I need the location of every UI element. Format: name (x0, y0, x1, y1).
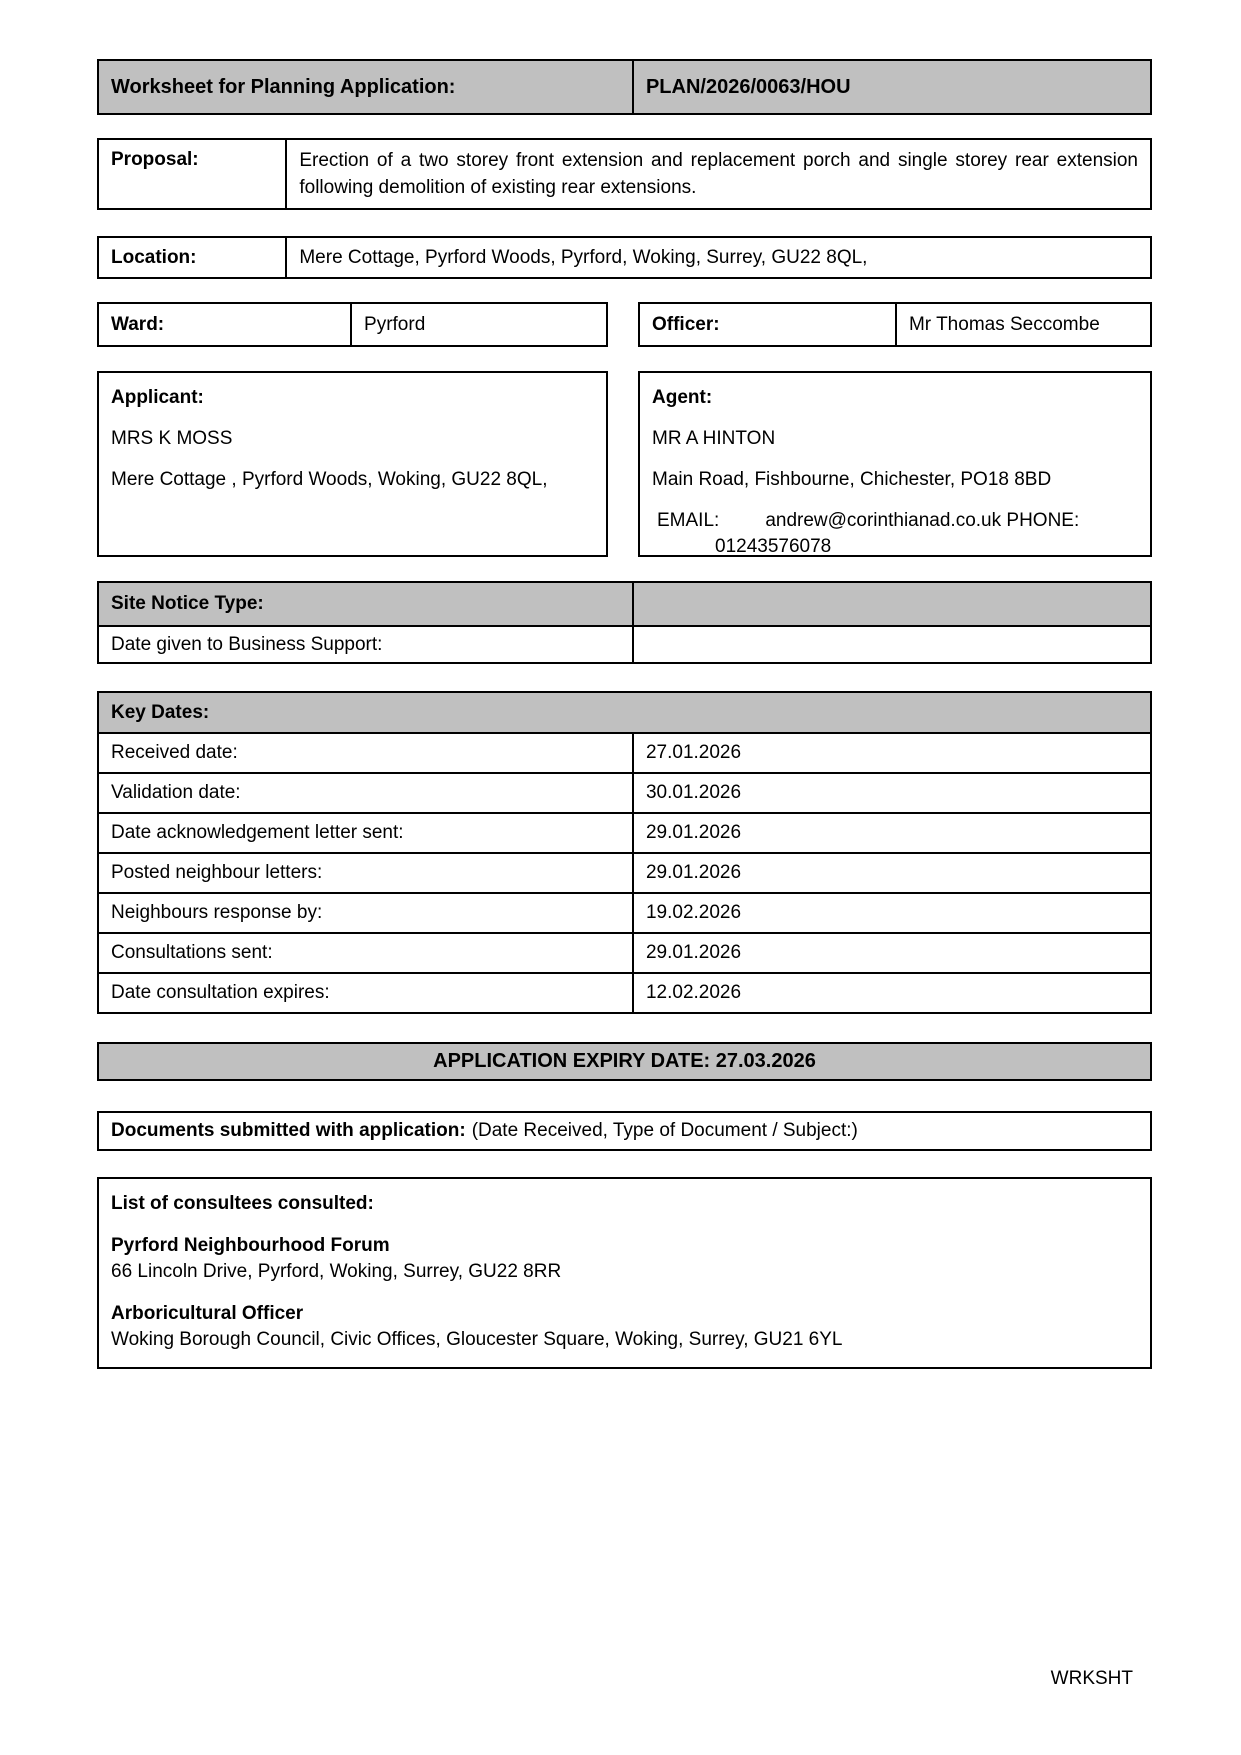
worksheet-content (97, 59, 1152, 1369)
key-dates-row (99, 972, 1150, 1012)
ward-officer-section (97, 302, 1152, 347)
key-date-value: 12.02.2026 (632, 974, 1150, 1012)
consultee-address: Woking Borough Council, Civic Offices, Gloucester Square, Woking, Surrey, GU21 6YL (111, 1329, 843, 1350)
agent-label: Agent: (652, 387, 713, 408)
key-dates-row (99, 932, 1150, 972)
key-dates-table (97, 691, 1152, 1014)
ward-row (99, 304, 606, 345)
key-dates-row (99, 892, 1150, 932)
proposal-table (97, 138, 1152, 210)
parties-section (97, 371, 1152, 557)
officer-value: Mr Thomas Seccombe (895, 304, 1150, 345)
header-table (97, 59, 1152, 115)
agent-box (638, 371, 1152, 557)
key-date-value: 30.01.2026 (632, 774, 1150, 812)
key-date-label: Neighbours response by: (111, 902, 323, 923)
key-date-label: Posted neighbour letters: (111, 862, 323, 883)
site-notice-header-row (99, 583, 1150, 625)
location-value: Mere Cottage, Pyrford Woods, Pyrford, Woking, Surrey, GU22 8QL, (285, 238, 1150, 277)
key-date-value: 29.01.2026 (632, 934, 1150, 972)
consultee-address: 66 Lincoln Drive, Pyrford, Woking, Surrey, GU22 8RR (111, 1261, 562, 1282)
agent-phone-value: 01243576078 (715, 536, 832, 557)
consultee-item (111, 1233, 1138, 1285)
proposal-value-cell (285, 140, 1150, 208)
key-dates-row (99, 812, 1150, 852)
key-date-value: 19.02.2026 (632, 894, 1150, 932)
applicant-name: MRS K MOSS (111, 428, 233, 449)
documents-note: (Date Received, Type of Document / Subject:) (471, 1120, 858, 1141)
business-support-date-label: Date given to Business Support: (111, 633, 383, 655)
proposal-value: Erection of a two storey front extension and replacement porch and single storey rear extension following demolition of existing rear extensions. (299, 150, 1138, 198)
location-label: Location: (111, 246, 197, 268)
consultees-box (97, 1177, 1152, 1369)
documents-label: Documents submitted with application: (111, 1120, 466, 1141)
documents-box (97, 1111, 1152, 1151)
key-dates-title: Key Dates: (111, 701, 210, 723)
consultee-item (111, 1301, 1138, 1353)
applicant-address: Mere Cottage , Pyrford Woods, Woking, GU22 8QL, (111, 469, 548, 490)
key-date-label: Received date: (111, 742, 238, 763)
agent-contact-line (652, 508, 1138, 560)
key-dates-row (99, 732, 1150, 772)
site-notice-date-row (99, 625, 1150, 662)
key-date-label: Date consultation expires: (111, 982, 330, 1003)
officer-table (638, 302, 1152, 347)
key-date-label: Validation date: (111, 782, 241, 803)
application-expiry-banner: APPLICATION EXPIRY DATE: 27.03.2026 (97, 1042, 1152, 1081)
officer-row (640, 304, 1150, 345)
application-reference: PLAN/2026/0063/HOU (632, 61, 1150, 113)
agent-email-label: EMAIL: (657, 510, 720, 531)
consultee-name: Pyrford Neighbourhood Forum (111, 1235, 390, 1256)
consultees-title: List of consultees consulted: (111, 1193, 374, 1214)
ward-value: Pyrford (350, 304, 606, 345)
site-notice-type-label: Site Notice Type: (111, 593, 264, 614)
agent-address: Main Road, Fishbourne, Chichester, PO18 8BD (652, 469, 1052, 490)
key-dates-header-row (99, 693, 1150, 732)
key-date-value: 27.01.2026 (632, 734, 1150, 772)
proposal-row (99, 140, 1150, 208)
applicant-box (97, 371, 608, 557)
officer-label: Officer: (652, 313, 720, 335)
key-date-label: Date acknowledgement letter sent: (111, 822, 404, 843)
header-row (99, 61, 1150, 113)
location-table (97, 236, 1152, 279)
key-date-label: Consultations sent: (111, 942, 273, 963)
key-dates-row (99, 772, 1150, 812)
worksheet-title: Worksheet for Planning Application: (111, 76, 456, 98)
site-notice-table (97, 581, 1152, 664)
ward-table (97, 302, 608, 347)
business-support-date-value (632, 627, 1150, 662)
key-date-value: 29.01.2026 (632, 854, 1150, 892)
page-footer-code: WRKSHT (1050, 1668, 1133, 1689)
agent-name: MR A HINTON (652, 428, 776, 449)
applicant-label: Applicant: (111, 387, 204, 408)
agent-email-value: andrew@corinthianad.co.uk (765, 510, 1002, 531)
site-notice-type-value (632, 583, 1150, 625)
key-date-value: 29.01.2026 (632, 814, 1150, 852)
consultee-name: Arboricultural Officer (111, 1303, 304, 1324)
ward-label: Ward: (111, 313, 165, 335)
agent-phone-label: PHONE: (1006, 510, 1080, 531)
location-row (99, 238, 1150, 277)
proposal-label: Proposal: (111, 149, 199, 170)
key-dates-row (99, 852, 1150, 892)
